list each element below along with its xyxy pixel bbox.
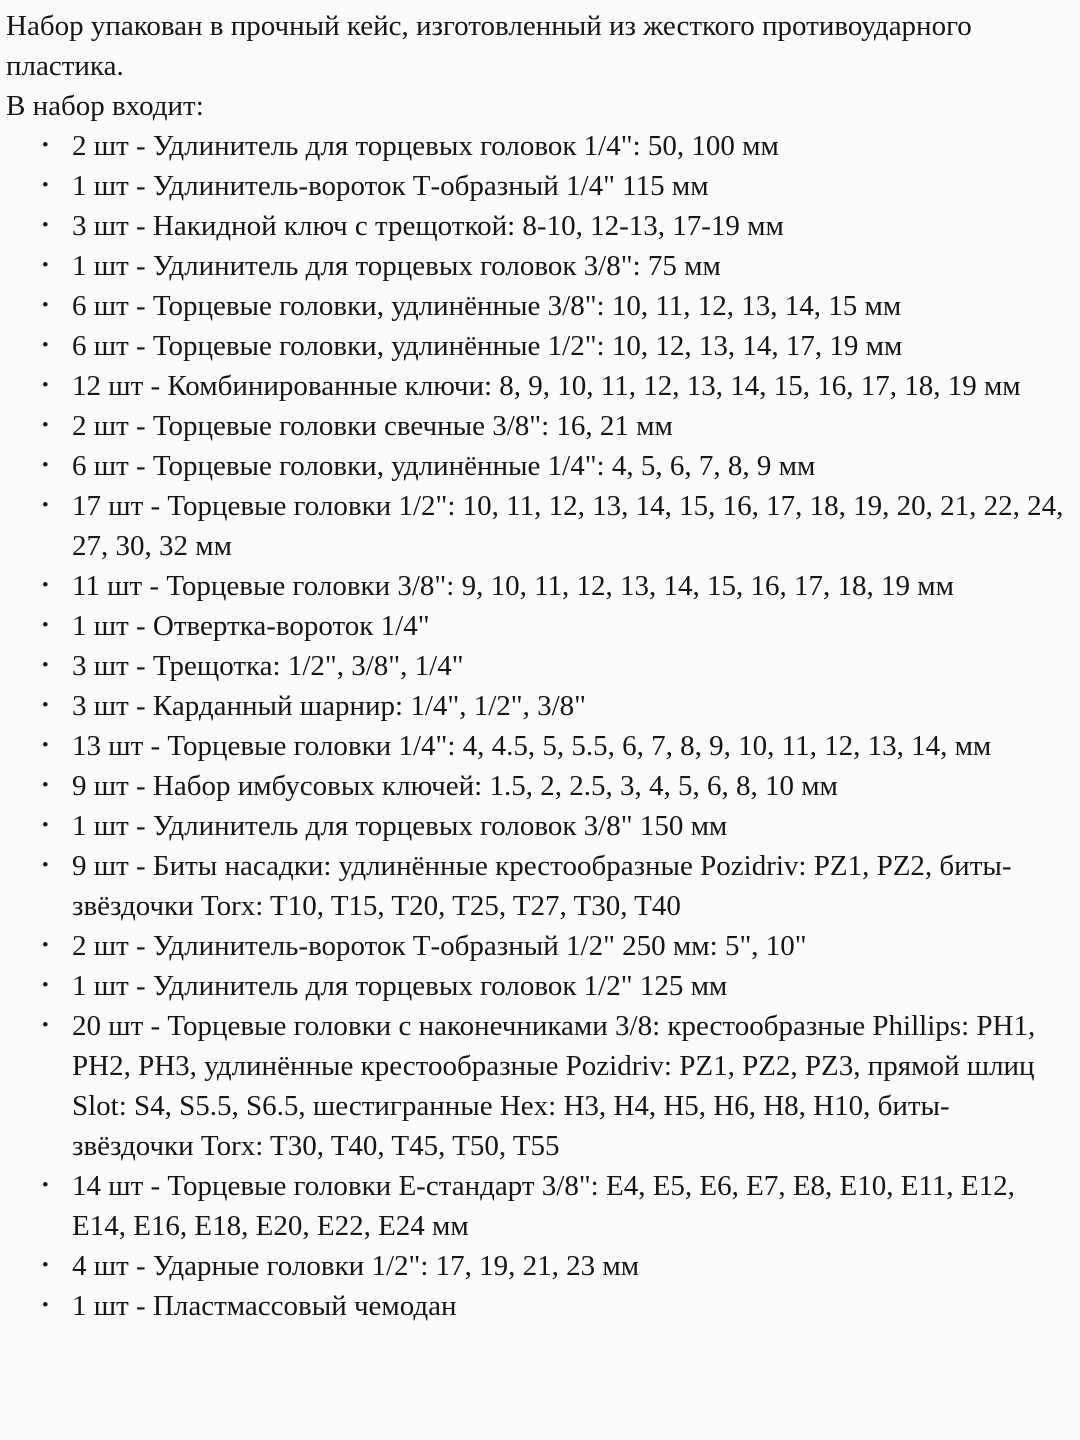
list-item: • 17 шт - Торцевые головки 1/2": 10, 11, 12, 13, 14, 15, 16, 17, 18, 19, 20, 21, 22, 24, 27, 30, 32 мм (72, 486, 1064, 566)
list-item: • 3 шт - Накидной ключ с трещоткой: 8-10, 12-13, 17-19 мм (72, 206, 1064, 246)
list-item: • 4 шт - Ударные головки 1/2": 17, 19, 21, 23 мм (72, 1246, 1064, 1286)
list-item: • 20 шт - Торцевые головки с наконечниками 3/8: крестообразные Phillips: PH1, PH2, PH3, удлинённые крестообразные Pozidriv: PZ1, PZ2, PZ3, прямой шлиц Slot: S4, S5.5, S6.5, шестигранные Hex: H3, H4, H5, H6, H8, H10, биты-звёздочки Torx: T30, T40, T45, T50, T55 (72, 1006, 1064, 1166)
list-item: • 1 шт - Удлинитель для торцевых головок 3/8" 150 мм (72, 806, 1064, 846)
list-item: • 2 шт - Удлинитель для торцевых головок 1/4": 50, 100 мм (72, 126, 1064, 166)
list-item: • 14 шт - Торцевые головки Е-стандарт 3/8": E4, E5, E6, E7, E8, E10, E11, E12, E14, E16, E18, E20, E22, E24 мм (72, 1166, 1064, 1246)
list-item: • 9 шт - Набор имбусовых ключей: 1.5, 2, 2.5, 3, 4, 5, 6, 8, 10 мм (72, 766, 1064, 806)
list-item: • 13 шт - Торцевые головки 1/4": 4, 4.5, 5, 5.5, 6, 7, 8, 9, 10, 11, 12, 13, 14, мм (72, 726, 1064, 766)
list-item: • 6 шт - Торцевые головки, удлинённые 1/2": 10, 12, 13, 14, 17, 19 мм (72, 326, 1064, 366)
list-item: • 1 шт - Удлинитель-вороток Т-образный 1/4" 115 мм (72, 166, 1064, 206)
list-item: • 6 шт - Торцевые головки, удлинённые 1/4": 4, 5, 6, 7, 8, 9 мм (72, 446, 1064, 486)
list-item: • 1 шт - Удлинитель для торцевых головок 1/2" 125 мм (72, 966, 1064, 1006)
list-heading: В набор входит: (6, 90, 204, 122)
list-item: • 3 шт - Трещотка: 1/2", 3/8", 1/4" (72, 646, 1064, 686)
list-item: • 1 шт - Удлинитель для торцевых головок 3/8": 75 мм (72, 246, 1064, 286)
list-item: • 2 шт - Торцевые головки свечные 3/8": 16, 21 мм (72, 406, 1064, 446)
set-contents-list (6, 126, 1064, 1326)
list-item: • 6 шт - Торцевые головки, удлинённые 3/8": 10, 11, 12, 13, 14, 15 мм (72, 286, 1064, 326)
list-item: • 9 шт - Биты насадки: удлинённые крестообразные Pozidriv: PZ1, PZ2, биты-звёздочки Torx: T10, T15, T20, T25, T27, T30, T40 (72, 846, 1064, 926)
list-item: • 3 шт - Карданный шарнир: 1/4", 1/2", 3/8" (72, 686, 1064, 726)
list-item: • 2 шт - Удлинитель-вороток Т-образный 1/2" 250 мм: 5", 10" (72, 926, 1064, 966)
list-item: • 12 шт - Комбинированные ключи: 8, 9, 10, 11, 12, 13, 14, 15, 16, 17, 18, 19 мм (72, 366, 1064, 406)
list-item: • 1 шт - Пластмассовый чемодан (72, 1286, 1064, 1326)
list-item: • 11 шт - Торцевые головки 3/8": 9, 10, 11, 12, 13, 14, 15, 16, 17, 18, 19 мм (72, 566, 1064, 606)
list-item: • 1 шт - Отвертка-вороток 1/4" (72, 606, 1064, 646)
intro-paragraph: Набор упакован в прочный кейс, изготовленный из жесткого противоударного пластика. (6, 10, 972, 82)
